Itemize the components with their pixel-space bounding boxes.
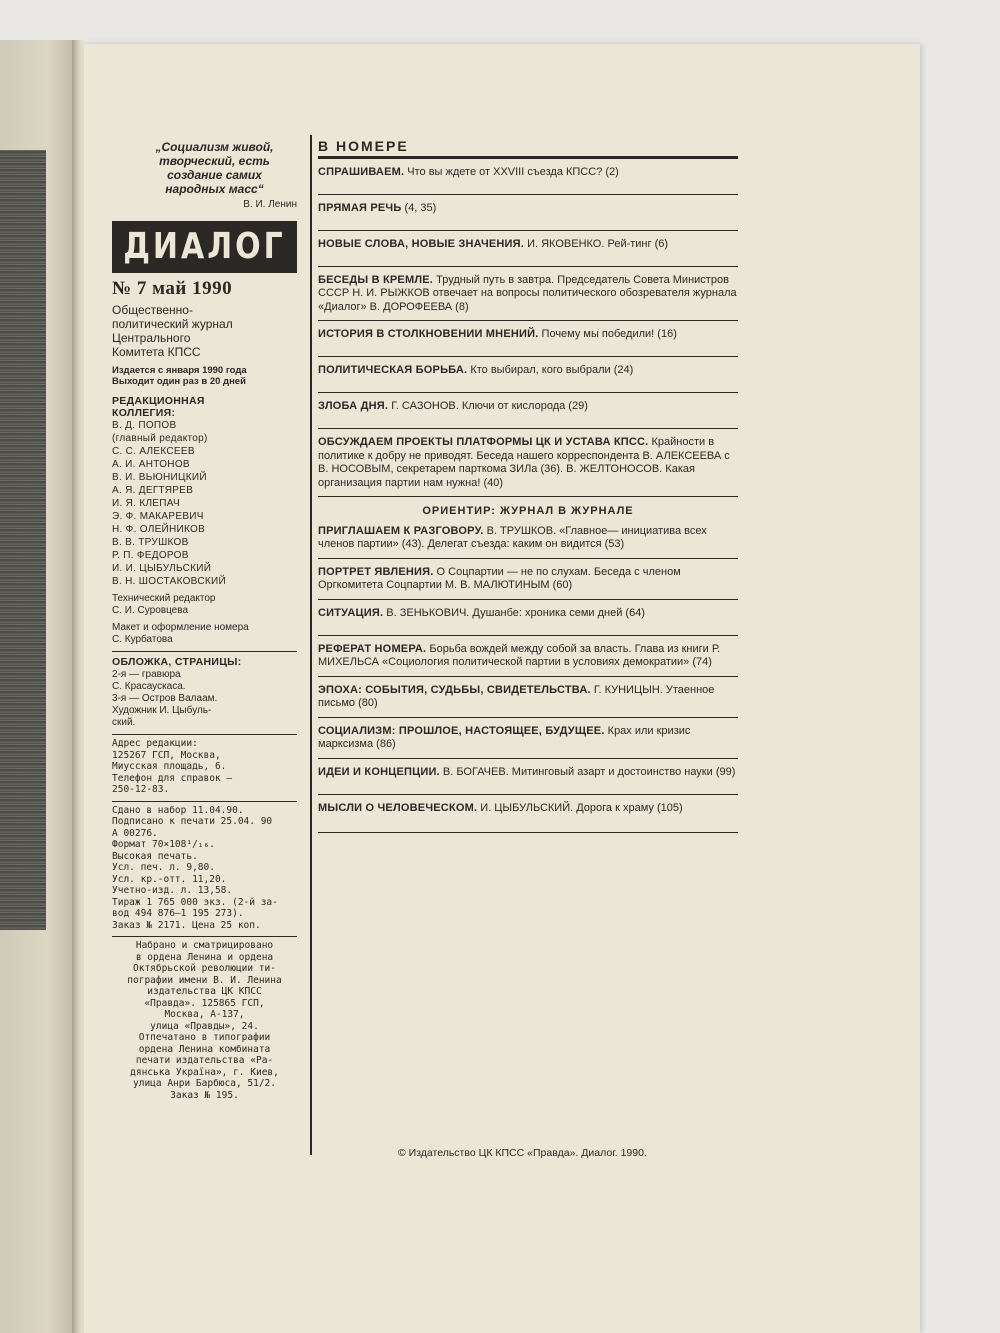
divider xyxy=(112,651,297,652)
description-line: политический журнал xyxy=(112,317,233,331)
printer-info-line: издательства ЦК КПСС xyxy=(147,986,262,997)
address-line: Телефон для справок — xyxy=(112,772,233,784)
quote-line: народных масс“ xyxy=(165,182,264,196)
publishing-note-line: Издается с января 1990 года xyxy=(112,365,247,376)
board-member: (главный редактор) xyxy=(112,433,208,444)
board-heading xyxy=(112,395,297,419)
quote-line: „Социализм живой, xyxy=(155,140,274,154)
table-of-contents xyxy=(318,140,738,833)
board-member: И. И. ЦЫБУЛЬСКИЙ xyxy=(112,563,212,574)
layout-credit-line: С. Курбатова xyxy=(112,634,173,645)
toc-entry-heading: СОЦИАЛИЗМ: ПРОШЛОЕ, НАСТОЯЩЕЕ, БУДУЩЕЕ. xyxy=(318,724,605,737)
toc-entry-text: В. ЗЕНЬКОВИЧ. Душанбе: хроника семи дней (64) xyxy=(386,606,645,619)
toc-entry-heading: ПОРТРЕТ ЯВЛЕНИЯ. xyxy=(318,565,434,578)
description-line: Общественно- xyxy=(112,303,193,317)
printer-info-line: дянська Україна», г. Киев, xyxy=(130,1066,279,1078)
divider xyxy=(112,734,297,735)
board-heading-line: РЕДАКЦИОННАЯ xyxy=(112,395,205,407)
board-member: С. С. АЛЕКСЕЕВ xyxy=(112,446,195,457)
toc-entry xyxy=(318,599,738,635)
printer-info-line: Москва, А-137, xyxy=(164,1009,245,1020)
cover-line: 2-я — гравюра xyxy=(112,669,181,680)
print-info-line: Тираж 1 765 000 экз. (2-й за- xyxy=(112,896,278,908)
toc-entry xyxy=(318,392,738,428)
toc-entry-text: И. ЦЫБУЛЬСКИЙ. Дорога к храму (105) xyxy=(480,801,683,814)
cover-line: С. Красаускаса. xyxy=(112,681,186,692)
print-info-line: Усл. печ. л. 9,80. xyxy=(112,862,215,873)
toc-entry xyxy=(318,356,738,392)
toc-entry xyxy=(318,758,738,794)
address-line: 250-12-83. xyxy=(112,784,170,795)
toc-entry xyxy=(318,320,738,356)
toc-entry-heading: ПРИГЛАШАЕМ К РАЗГОВОРУ. xyxy=(318,524,484,537)
toc-entry xyxy=(318,676,738,717)
tech-editor-line: Технический редактор xyxy=(112,593,216,604)
address-line: 125267 ГСП, Москва, xyxy=(112,749,221,761)
cover-line: Художник И. Цыбуль- xyxy=(112,705,212,716)
toc-entry xyxy=(318,158,738,194)
board-member: И. Я. КЛЕПАЧ xyxy=(112,498,180,509)
toc-entry-text: В. БОГАЧЕВ. Митинговый азарт и достоинство науки (99) xyxy=(442,765,736,778)
publishing-note xyxy=(112,365,297,387)
toc-entry-heading: БЕСЕДЫ В КРЕМЛЕ. xyxy=(318,273,434,286)
description-line: Центрального xyxy=(112,331,191,345)
printer-info-line: Октябрьской революции ти- xyxy=(133,963,276,974)
issue-number: № 7 май 1990 xyxy=(112,278,233,299)
printer-info-line: Набрано и сматрицировано xyxy=(135,940,274,951)
toc-entry-text: И. ЯКОВЕНКО. Рей-тинг (6) xyxy=(527,237,669,250)
address-line: Миусская площадь, 6. xyxy=(112,761,227,772)
toc-entry-text: Трудный путь в завтра. Председатель Совета Министров СССР Н. И. РЫЖКОВ отвечает на вопросы политического обозревателя журнала «Диалог» В. ДОРОФЕЕВА (8) xyxy=(318,273,737,313)
toc-entry xyxy=(318,635,738,676)
lenin-quote xyxy=(112,140,297,196)
copyright-line: © Издательство ЦК КПСС «Правда». Диалог. 1990. xyxy=(398,1147,647,1159)
publishing-note-line: Выходит один раз в 20 дней xyxy=(112,376,246,387)
board-member: Н. Ф. ОЛЕЙНИКОВ xyxy=(112,524,206,535)
print-info xyxy=(112,805,297,932)
tech-editor xyxy=(112,593,297,617)
print-info-line: Формат 70×108¹/₁₆. xyxy=(112,839,215,850)
board-member: В. Н. ШОСТАКОВСКИЙ xyxy=(112,576,226,587)
printer-info-line: Заказ № 195. xyxy=(170,1089,239,1101)
printer-info-line: печати издательства «Ра- xyxy=(135,1055,274,1066)
toc-entry-heading: МЫСЛИ О ЧЕЛОВЕЧЕСКОМ. xyxy=(318,801,478,814)
toc-entry-text: Кто выбирал, кого выбрали (24) xyxy=(470,364,634,376)
printer-info-line: «Правда». 125865 ГСП, xyxy=(144,997,265,1009)
toc-entry xyxy=(318,717,738,758)
board-member: Р. П. ФЕДОРОВ xyxy=(112,550,189,561)
magazine-logo xyxy=(112,221,297,273)
cover-line: ский. xyxy=(112,717,136,728)
section-orientir: ОРИЕНТИР: ЖУРНАЛ В ЖУРНАЛЕ xyxy=(318,496,738,523)
printer-info-line: Отпечатано в типографии xyxy=(138,1032,271,1043)
toc-entry xyxy=(318,194,738,230)
toc-entry-heading: РЕФЕРАТ НОМЕРА. xyxy=(318,642,427,655)
printer-info-line: в ордена Ленина и ордена xyxy=(135,951,274,963)
toc-entry xyxy=(318,558,738,599)
toc-entry-heading: НОВЫЕ СЛОВА, НОВЫЕ ЗНАЧЕНИЯ. xyxy=(318,237,525,250)
board-member: В. В. ТРУШКОВ xyxy=(112,537,189,548)
toc-entry-text: О Соцпартии — не по слухам. Беседа с членом Оргкомитета Соцпартии М. В. МАЛЮТИНЫМ (60) xyxy=(318,565,681,591)
toc-entry xyxy=(318,794,738,830)
toc-title: В НОМЕРЕ xyxy=(318,138,409,154)
print-info-line: Сдано в набор 11.04.90. xyxy=(112,804,244,816)
toc-entry-text: Г. КУНИЦЫН. Утаенное письмо (80) xyxy=(318,683,715,709)
toc-entry-text: В. ТРУШКОВ. «Главное— инициатива всех членов партии» (43). Делегат съезда: каким он видится (53) xyxy=(318,524,707,550)
logo-text: ДИАЛОГ xyxy=(123,225,286,268)
toc-entry-heading: ОБСУЖДАЕМ ПРОЕКТЫ ПЛАТФОРМЫ ЦК И УСТАВА КПСС. xyxy=(318,436,649,448)
printer-info xyxy=(112,940,297,1101)
board-member: Э. Ф. МАКАРЕВИЧ xyxy=(112,511,204,522)
toc-entry-heading: ЭПОХА: СОБЫТИЯ, СУДЬБЫ, СВИДЕТЕЛЬСТВА. xyxy=(318,683,591,696)
masthead-column xyxy=(112,140,297,1101)
board-member: В. И. ВЬЮНИЦКИЙ xyxy=(112,472,207,483)
printer-info-line: пографии имени В. И. Ленина xyxy=(127,974,282,986)
cover-heading: ОБЛОЖКА, СТРАНИЦЫ: xyxy=(112,656,242,668)
toc-end-rule xyxy=(318,832,738,833)
toc-entry-text: Крайности в политике к добру не приводят. Беседа нашего корреспондента В. АЛЕКСЕЕВА с В. НОСОВЫМ, секретарем парткома ЗИЛа (36). В. ЖЕЛТОНОСОВ. Какая организация партии нам нужна! (40) xyxy=(318,436,730,489)
print-info-line: Высокая печать. xyxy=(112,850,198,862)
description-line: Комитета КПСС xyxy=(112,345,201,359)
toc-entry-heading: ЗЛОБА ДНЯ. xyxy=(318,400,389,412)
quote-line: творческий, есть xyxy=(159,154,270,168)
quote-line: создание самих xyxy=(167,168,262,182)
layout-credit xyxy=(112,622,297,646)
board-member: В. Д. ПОПОВ xyxy=(112,420,177,431)
toc-entry-text: Что вы ждете от XXVIII съезда КПСС? (2) xyxy=(407,165,619,178)
toc-entry xyxy=(318,428,738,496)
layout-credit-line: Макет и оформление номера xyxy=(112,622,249,633)
toc-entry-heading: ПРЯМАЯ РЕЧЬ xyxy=(318,201,402,214)
cover-line: 3-я — Остров Валаам. xyxy=(112,693,218,704)
previous-page-photo xyxy=(0,150,46,930)
board-member: А. Я. ДЕГТЯРЕВ xyxy=(112,485,194,496)
toc-entry-text: (4, 35) xyxy=(404,201,437,214)
toc-entry-text: Почему мы победили! (16) xyxy=(541,328,677,340)
board-member: А. И. АНТОНОВ xyxy=(112,459,190,470)
printer-info-line: улица Анри Барбюса, 51/2. xyxy=(133,1078,276,1089)
cover-credits xyxy=(112,669,297,729)
print-info-line: Учетно-изд. л. 13,58. xyxy=(112,885,233,896)
toc-entry-heading: СПРАШИВАЕМ. xyxy=(318,165,405,178)
divider xyxy=(112,936,297,937)
editorial-address xyxy=(112,738,297,796)
board-members xyxy=(112,419,297,588)
divider xyxy=(112,801,297,802)
toc-entry xyxy=(318,523,738,558)
toc-entry-text: Крах или кризис марксизма (86) xyxy=(318,724,691,750)
toc-entry-text: Борьба вождей между собой за власть. Глава из книги Р. МИХЕЛЬСА «Социология политической партии в условиях демократии» (74) xyxy=(318,642,721,668)
board-heading-line: КОЛЛЕГИЯ: xyxy=(112,407,176,419)
tech-editor-line: С. И. Суровцева xyxy=(112,605,189,616)
printer-info-line: улица «Правды», 24. xyxy=(150,1020,259,1032)
print-info-line: Подписано к печати 25.04. 90 xyxy=(112,816,273,827)
toc-entry xyxy=(318,266,738,321)
toc-entry-heading: СИТУАЦИЯ. xyxy=(318,606,384,619)
address-line: Адрес редакции: xyxy=(112,738,198,749)
print-info-line: Усл. кр.-отт. 11,20. xyxy=(112,873,227,885)
toc-entry-heading: ПОЛИТИЧЕСКАЯ БОРЬБА. xyxy=(318,364,468,376)
print-info-line: Заказ № 2171. Цена 25 коп. xyxy=(112,919,261,931)
column-divider xyxy=(310,135,312,1155)
toc-entry-heading: ИДЕИ И КОНЦЕПЦИИ. xyxy=(318,765,440,778)
print-info-line: вод 494 876—1 195 273). xyxy=(112,908,244,919)
toc-entry-heading: ИСТОРИЯ В СТОЛКНОВЕНИИ МНЕНИЙ. xyxy=(318,328,539,340)
toc-entry xyxy=(318,230,738,266)
quote-author: В. И. Ленин xyxy=(243,199,297,210)
printer-info-line: ордена Ленина комбината xyxy=(138,1043,271,1055)
magazine-description xyxy=(112,303,297,359)
previous-page-edge xyxy=(0,40,78,1333)
toc-entry-text: Г. САЗОНОВ. Ключи от кислорода (29) xyxy=(391,400,588,412)
print-info-line: А 00276. xyxy=(112,827,158,839)
